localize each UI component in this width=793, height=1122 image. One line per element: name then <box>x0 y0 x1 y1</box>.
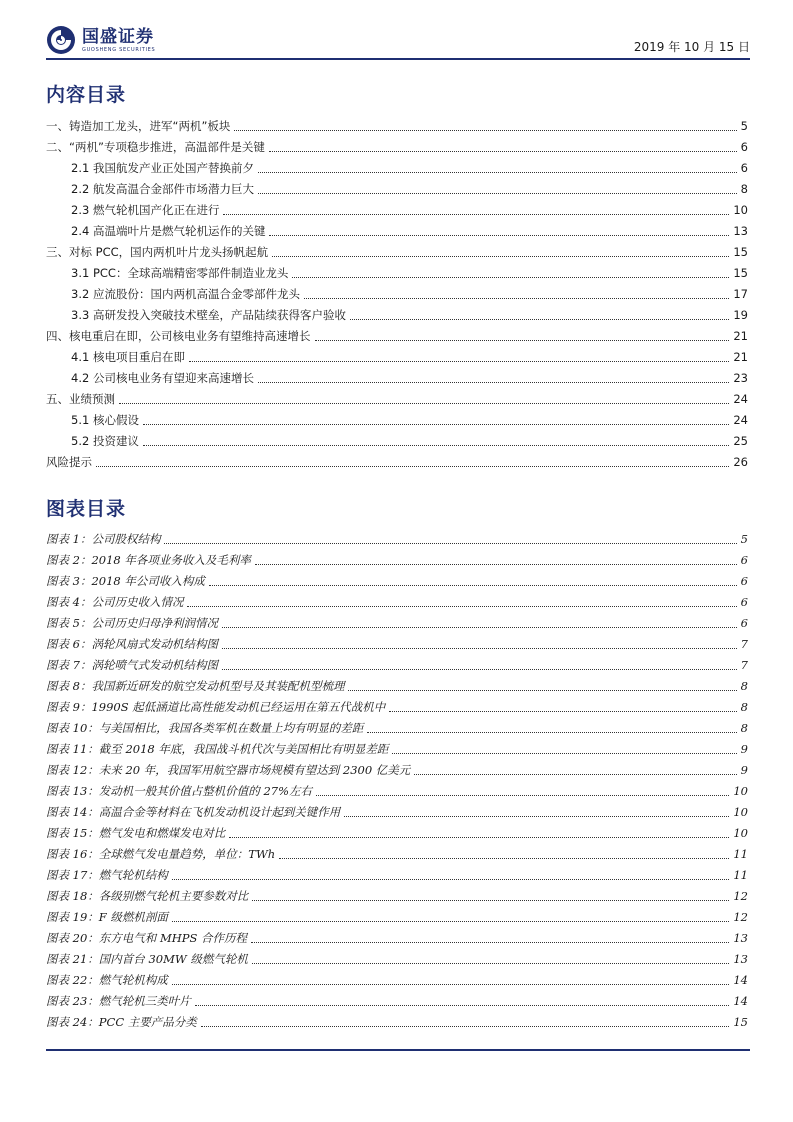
company-logo <box>46 22 155 58</box>
toc-leader-dots <box>269 151 737 152</box>
toc-entry-label: 图表 10：与美国相比，我国各类军机在数量上均有明显的差距 <box>46 721 364 735</box>
toc-entry-page: 6 <box>740 574 748 588</box>
toc-entry-page: 19 <box>733 308 748 322</box>
toc-entry[interactable] <box>46 946 748 967</box>
toc-entry[interactable] <box>46 757 748 778</box>
toc-entry[interactable] <box>46 344 748 365</box>
toc-entry[interactable] <box>46 673 748 694</box>
toc-entry-page: 24 <box>733 413 748 427</box>
toc-entry-page: 15 <box>733 245 748 259</box>
toc-entry-label: 图表 24：PCC 主要产品分类 <box>46 1015 197 1029</box>
toc-entry-page: 6 <box>740 161 748 175</box>
content-toc-list <box>46 113 748 470</box>
toc-entry[interactable] <box>46 589 748 610</box>
toc-entry-page: 14 <box>733 973 748 987</box>
toc-entry[interactable] <box>46 841 748 862</box>
toc-entry-label: 图表 2：2018 年各项业务收入及毛利率 <box>46 553 251 567</box>
toc-entry-label: 2.2 航发高温合金部件市场潜力巨大 <box>71 182 254 196</box>
toc-entry-page: 13 <box>733 931 748 945</box>
toc-entry-page: 5 <box>740 119 748 133</box>
toc-entry[interactable] <box>46 323 748 344</box>
toc-entry-page: 25 <box>733 434 748 448</box>
toc-entry-page: 10 <box>733 203 748 217</box>
toc-leader-dots <box>201 1026 730 1027</box>
toc-entry-label: 图表 20：东方电气和 MHPS 合作历程 <box>46 931 248 945</box>
toc-entry-label: 四、核电重启在即，公司核电业务有望维持高速增长 <box>46 329 311 343</box>
toc-leader-dots <box>96 466 729 467</box>
toc-leader-dots <box>367 732 736 733</box>
toc-leader-dots <box>234 130 736 131</box>
toc-entry-page: 6 <box>740 553 748 567</box>
toc-entry[interactable] <box>46 1009 748 1030</box>
toc-entry-page: 6 <box>740 595 748 609</box>
toc-entry[interactable] <box>46 260 748 281</box>
toc-entry-label: 2.1 我国航发产业正处国产替换前夕 <box>71 161 254 175</box>
toc-entry[interactable] <box>46 449 748 470</box>
toc-leader-dots <box>316 795 729 796</box>
toc-entry-label: 5.1 核心假设 <box>71 413 139 427</box>
toc-entry[interactable] <box>46 904 748 925</box>
toc-entry-label: 图表 11：截至 2018 年底，我国战斗机代次与美国相比有明显差距 <box>46 742 389 756</box>
toc-leader-dots <box>223 214 729 215</box>
content-toc-title: 内容目录 <box>46 84 127 106</box>
toc-entry-label: 图表 17：燃气轮机结构 <box>46 868 168 882</box>
toc-entry-page: 10 <box>733 826 748 840</box>
toc-entry-label: 二、“两机”专项稳步推进，高温部件是关键 <box>46 140 265 154</box>
toc-leader-dots <box>143 424 729 425</box>
toc-entry-page: 8 <box>740 700 748 714</box>
toc-leader-dots <box>172 984 730 985</box>
toc-entry-page: 9 <box>740 742 748 756</box>
toc-leader-dots <box>350 319 729 320</box>
toc-leader-dots <box>279 858 729 859</box>
toc-entry-label: 图表 8：我国新近研发的航空发动机型号及其装配机型梳理 <box>46 679 345 693</box>
toc-entry[interactable] <box>46 862 748 883</box>
toc-entry-page: 15 <box>733 266 748 280</box>
toc-entry-page: 10 <box>733 805 748 819</box>
toc-entry[interactable] <box>46 988 748 1009</box>
toc-entry[interactable] <box>46 778 748 799</box>
toc-entry-page: 11 <box>733 847 748 861</box>
toc-leader-dots <box>172 921 729 922</box>
toc-entry-label: 3.3 高研发投入突破技术壁垒，产品陆续获得客户验收 <box>71 308 346 322</box>
toc-entry[interactable] <box>46 428 748 449</box>
toc-entry-page: 15 <box>733 1015 748 1029</box>
company-name-cn: 国盛证券 <box>82 26 154 47</box>
toc-leader-dots <box>344 816 729 817</box>
toc-entry-page: 8 <box>740 721 748 735</box>
toc-leader-dots <box>304 298 729 299</box>
toc-entry[interactable] <box>46 820 748 841</box>
toc-entry-page: 5 <box>740 532 748 546</box>
toc-leader-dots <box>292 277 729 278</box>
toc-entry[interactable] <box>46 652 748 673</box>
toc-entry-label: 图表 22：燃气轮机构成 <box>46 973 168 987</box>
toc-entry-label: 风险提示 <box>46 455 92 469</box>
toc-entry[interactable] <box>46 407 748 428</box>
toc-leader-dots <box>258 382 729 383</box>
toc-entry-label: 图表 19：F 级燃机剖面 <box>46 910 168 924</box>
toc-entry-label: 图表 9：1990S 起低涵道比高性能发动机已经运用在第五代战机中 <box>46 700 386 714</box>
page-header <box>46 22 750 60</box>
toc-entry-label: 图表 14：高温合金等材料在飞机发动机设计起到关键作用 <box>46 805 341 819</box>
toc-entry-label: 图表 6：涡轮风扇式发动机结构图 <box>46 637 218 651</box>
toc-leader-dots <box>172 879 730 880</box>
toc-entry[interactable] <box>46 365 748 386</box>
toc-entry[interactable] <box>46 799 748 820</box>
toc-entry[interactable] <box>46 218 748 239</box>
toc-entry-label: 4.1 核电项目重启在即 <box>71 350 185 364</box>
toc-leader-dots <box>187 606 736 607</box>
toc-entry-page: 12 <box>733 889 748 903</box>
toc-entry-label: 五、业绩预测 <box>46 392 115 406</box>
toc-leader-dots <box>392 753 736 754</box>
chart-toc-list <box>46 526 748 1030</box>
toc-leader-dots <box>252 900 729 901</box>
toc-leader-dots <box>252 963 730 964</box>
toc-leader-dots <box>222 648 737 649</box>
toc-entry[interactable] <box>46 302 748 323</box>
toc-entry-page: 21 <box>733 350 748 364</box>
toc-entry-page: 13 <box>733 224 748 238</box>
toc-entry[interactable] <box>46 386 748 407</box>
toc-entry-page: 6 <box>740 140 748 154</box>
toc-entry-page: 14 <box>733 994 748 1008</box>
toc-entry-label: 图表 18：各级别燃气轮机主要参数对比 <box>46 889 249 903</box>
toc-entry[interactable] <box>46 736 748 757</box>
toc-entry[interactable] <box>46 715 748 736</box>
toc-leader-dots <box>272 256 729 257</box>
toc-entry-label: 2.3 燃气轮机国产化正在进行 <box>71 203 220 217</box>
toc-leader-dots <box>348 690 736 691</box>
toc-entry-label: 图表 12：未来 20 年，我国军用航空器市场规模有望达到 2300 亿美元 <box>46 763 411 777</box>
company-name-en: GUOSHENG SECURITIES <box>82 46 156 53</box>
toc-entry-page: 8 <box>740 679 748 693</box>
toc-entry-label: 图表 16：全球燃气发电量趋势，单位：TWh <box>46 847 276 861</box>
report-date: 2019 年 10 月 15 日 <box>633 40 750 54</box>
toc-entry-label: 图表 21：国内首台 30MW 级燃气轮机 <box>46 952 248 966</box>
toc-entry[interactable] <box>46 155 748 176</box>
toc-leader-dots <box>251 942 729 943</box>
toc-entry-page: 12 <box>733 910 748 924</box>
chart-toc-title: 图表目录 <box>46 498 127 520</box>
header-divider <box>46 58 750 60</box>
toc-entry[interactable] <box>46 925 748 946</box>
toc-leader-dots <box>209 585 737 586</box>
toc-leader-dots <box>195 1005 730 1006</box>
toc-entry[interactable] <box>46 694 748 715</box>
toc-entry-page: 24 <box>733 392 748 406</box>
toc-entry-label: 图表 15：燃气发电和燃煤发电对比 <box>46 826 226 840</box>
toc-entry-label: 三、对标 PCC，国内两机叶片龙头扬帆起航 <box>46 245 269 259</box>
toc-leader-dots <box>164 543 736 544</box>
toc-entry-label: 图表 3：2018 年公司收入构成 <box>46 574 205 588</box>
toc-entry-page: 13 <box>733 952 748 966</box>
toc-entry-page: 7 <box>740 658 748 672</box>
toc-entry-label: 图表 4：公司历史收入情况 <box>46 595 184 609</box>
toc-entry-label: 3.2 应流股份：国内两机高温合金零部件龙头 <box>71 287 300 301</box>
toc-entry-page: 21 <box>733 329 748 343</box>
toc-leader-dots <box>189 361 729 362</box>
toc-entry-label: 图表 5：公司历史归母净利润情况 <box>46 616 218 630</box>
toc-entry-label: 4.2 公司核电业务有望迎来高速增长 <box>71 371 254 385</box>
toc-entry-label: 一、铸造加工龙头，进军“两机”板块 <box>46 119 231 133</box>
toc-leader-dots <box>258 193 737 194</box>
toc-entry[interactable] <box>46 631 748 652</box>
toc-entry-page: 9 <box>740 763 748 777</box>
toc-leader-dots <box>414 774 736 775</box>
toc-entry[interactable] <box>46 134 748 155</box>
toc-entry[interactable] <box>46 610 748 631</box>
toc-entry-page: 23 <box>733 371 748 385</box>
toc-entry[interactable] <box>46 526 748 547</box>
toc-entry-label: 5.2 投资建议 <box>71 434 139 448</box>
toc-leader-dots <box>222 669 737 670</box>
toc-leader-dots <box>315 340 730 341</box>
toc-leader-dots <box>269 235 729 236</box>
toc-entry-label: 图表 7：涡轮喷气式发动机结构图 <box>46 658 218 672</box>
toc-leader-dots <box>389 711 736 712</box>
toc-entry-label: 2.4 高温端叶片是燃气轮机运作的关键 <box>71 224 266 238</box>
toc-entry-label: 图表 13：发动机一般其价值占整机价值的 27%左右 <box>46 784 313 798</box>
guosheng-logo-icon <box>46 25 76 55</box>
toc-entry[interactable] <box>46 967 748 988</box>
toc-leader-dots <box>229 837 729 838</box>
toc-entry-label: 3.1 PCC：全球高端精密零部件制造业龙头 <box>71 266 289 280</box>
toc-entry[interactable] <box>46 547 748 568</box>
footer-divider <box>46 1049 750 1051</box>
toc-leader-dots <box>258 172 737 173</box>
toc-entry-label: 图表 1：公司股权结构 <box>46 532 161 546</box>
toc-entry[interactable] <box>46 239 748 260</box>
toc-entry-page: 7 <box>740 637 748 651</box>
toc-entry[interactable] <box>46 113 748 134</box>
toc-entry-page: 10 <box>733 784 748 798</box>
toc-leader-dots <box>119 403 729 404</box>
toc-entry[interactable] <box>46 197 748 218</box>
toc-entry[interactable] <box>46 568 748 589</box>
toc-entry-label: 图表 23：燃气轮机三类叶片 <box>46 994 191 1008</box>
toc-leader-dots <box>222 627 737 628</box>
toc-entry-page: 11 <box>733 868 748 882</box>
toc-entry[interactable] <box>46 281 748 302</box>
toc-leader-dots <box>143 445 729 446</box>
toc-entry[interactable] <box>46 883 748 904</box>
toc-entry-page: 26 <box>733 455 748 469</box>
toc-leader-dots <box>255 564 737 565</box>
toc-entry-page: 17 <box>733 287 748 301</box>
toc-entry[interactable] <box>46 176 748 197</box>
toc-entry-page: 6 <box>740 616 748 630</box>
toc-entry-page: 8 <box>740 182 748 196</box>
